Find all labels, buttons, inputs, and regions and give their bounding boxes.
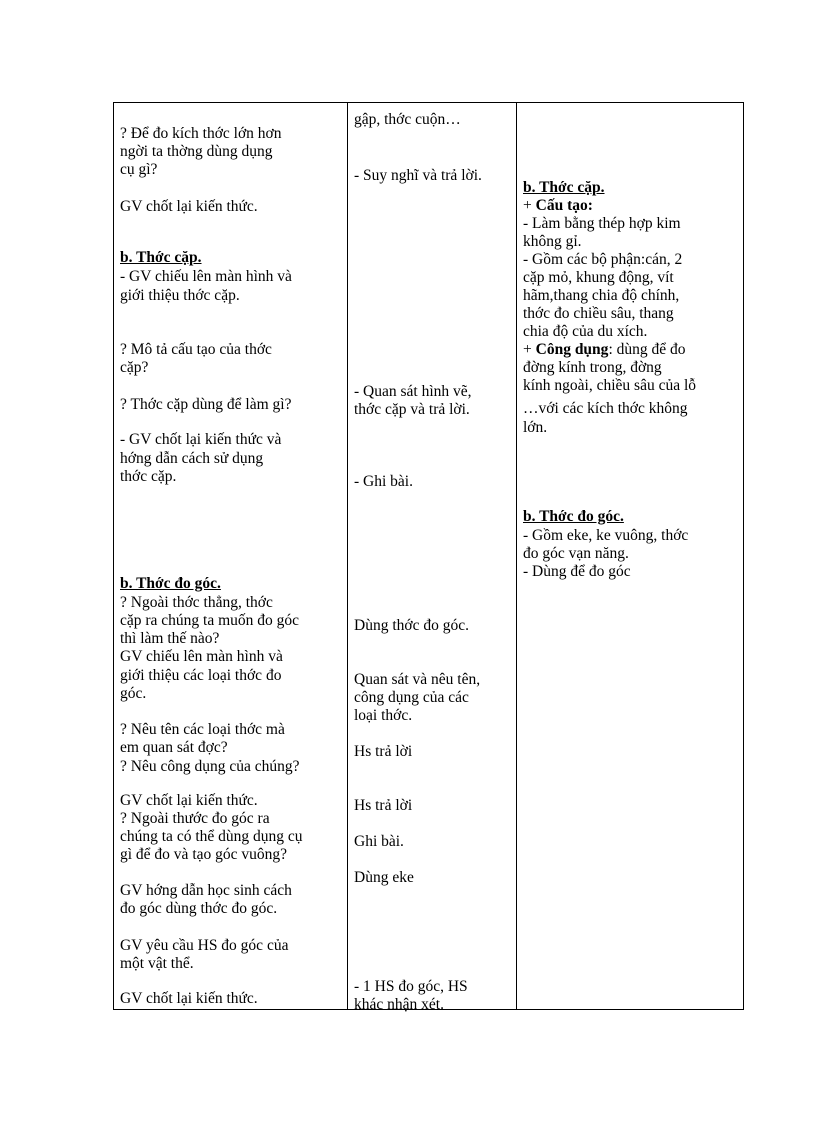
content-text: + Cấu tạo:	[523, 197, 593, 214]
section-heading: b. Thớc cặp.	[120, 249, 202, 266]
teacher-text: một vật thể.	[120, 955, 194, 972]
student-text: Dùng thớc đo góc.	[354, 617, 469, 634]
teacher-text: GV chiếu lên màn hình và	[120, 648, 283, 665]
section-heading: b. Thớc cặp.	[523, 179, 605, 196]
student-text: công dụng của các	[354, 689, 469, 706]
teacher-text: giới thiệu thớc cặp.	[120, 287, 240, 304]
content-text: hãm,thang chia độ chính,	[523, 287, 680, 304]
content-text: - Dùng để đo góc	[523, 563, 631, 580]
teacher-text: giới thiệu các loại thớc đo	[120, 667, 282, 684]
teacher-text: ngời ta thờng dùng dụng	[120, 143, 273, 160]
content-text: không gỉ.	[523, 233, 582, 250]
student-text: Hs trả lời	[354, 743, 413, 760]
teacher-text: góc.	[120, 685, 147, 702]
teacher-text: ? Để đo kích thớc lớn hơn	[120, 125, 282, 142]
teacher-text: đo góc dùng thớc đo góc.	[120, 900, 278, 917]
student-text: - Quan sát hình vẽ,	[354, 383, 472, 400]
student-text: thớc cặp và trả lời.	[354, 401, 470, 418]
teacher-text: GV hớng dẫn học sinh cách	[120, 882, 292, 899]
content-text: - Gồm các bộ phận:cán, 2	[523, 251, 683, 268]
column-divider-2	[516, 103, 517, 1009]
teacher-text: cặp?	[120, 359, 149, 376]
student-text: - Ghi bài.	[354, 473, 413, 490]
teacher-text: GV chốt lại kiến thức.	[120, 198, 258, 215]
teacher-text: ? Mô tả cấu tạo của thớc	[120, 341, 272, 358]
teacher-text: ? Ngoài thước đo góc ra	[120, 810, 270, 827]
teacher-text: cặp ra chúng ta muốn đo góc	[120, 612, 300, 629]
student-text: loại thớc.	[354, 707, 413, 724]
teacher-text: thớc cặp.	[120, 468, 177, 485]
lesson-table	[113, 102, 744, 1010]
content-text: - Làm bằng thép hợp kim	[523, 215, 681, 232]
section-heading: b. Thớc đo góc.	[523, 508, 624, 525]
content-text: chia độ của du xích.	[523, 323, 648, 340]
teacher-text: cụ gì?	[120, 161, 158, 178]
student-text: - 1 HS đo góc, HS	[354, 978, 468, 995]
student-text: khác nhận xét.	[354, 996, 444, 1013]
teacher-text: chúng ta có thể dùng dụng cụ	[120, 828, 303, 845]
usage-label: Công dụng	[535, 341, 609, 358]
content-text: thớc đo chiều sâu, thang	[523, 305, 674, 322]
content-text: cặp mỏ, khung động, vít	[523, 269, 674, 286]
teacher-text: ? Thớc cặp dùng để làm gì?	[120, 396, 292, 413]
content-text: + Công dụng: dùng để đo	[523, 341, 686, 358]
teacher-text: ? Ngoài thớc thẳng, thớc	[120, 594, 273, 611]
student-text: Hs trả lời	[354, 797, 413, 814]
content-text: đờng kính trong, đờng	[523, 359, 662, 376]
student-text: gập, thớc cuộn…	[354, 111, 461, 128]
teacher-text: gì để đo và tạo góc vuông?	[120, 846, 288, 863]
content-text: lớn.	[523, 419, 548, 436]
teacher-text: - GV chiếu lên màn hình và	[120, 268, 292, 285]
content-text: kính ngoài, chiều sâu của lỗ	[523, 377, 697, 394]
column-divider-1	[347, 103, 348, 1009]
teacher-text: GV chốt lại kiến thức.	[120, 792, 258, 809]
teacher-text: hớng dẫn cách sử dụng	[120, 450, 264, 467]
teacher-text: GV chốt lại kiến thức.	[120, 990, 258, 1007]
student-text: - Suy nghĩ và trả lời.	[354, 167, 482, 184]
student-text: Ghi bài.	[354, 833, 404, 850]
content-text: đo góc vạn năng.	[523, 545, 629, 562]
student-text: Quan sát và nêu tên,	[354, 671, 481, 688]
teacher-text: ? Nêu công dụng của chúng?	[120, 758, 300, 775]
content-text: - Gồm eke, ke vuông, thớc	[523, 527, 689, 544]
teacher-text: em quan sát đợc?	[120, 739, 228, 756]
teacher-text: ? Nêu tên các loại thớc mà	[120, 721, 285, 738]
teacher-text: - GV chốt lại kiến thức và	[120, 431, 282, 448]
teacher-text: GV yêu cầu HS đo góc của	[120, 937, 289, 954]
student-text: Dùng eke	[354, 869, 414, 886]
structure-label: Cấu tạo:	[535, 197, 593, 214]
content-text: …với các kích thớc không	[523, 400, 688, 417]
section-heading: b. Thớc đo góc.	[120, 575, 221, 592]
teacher-text: thì làm thế nào?	[120, 630, 220, 647]
